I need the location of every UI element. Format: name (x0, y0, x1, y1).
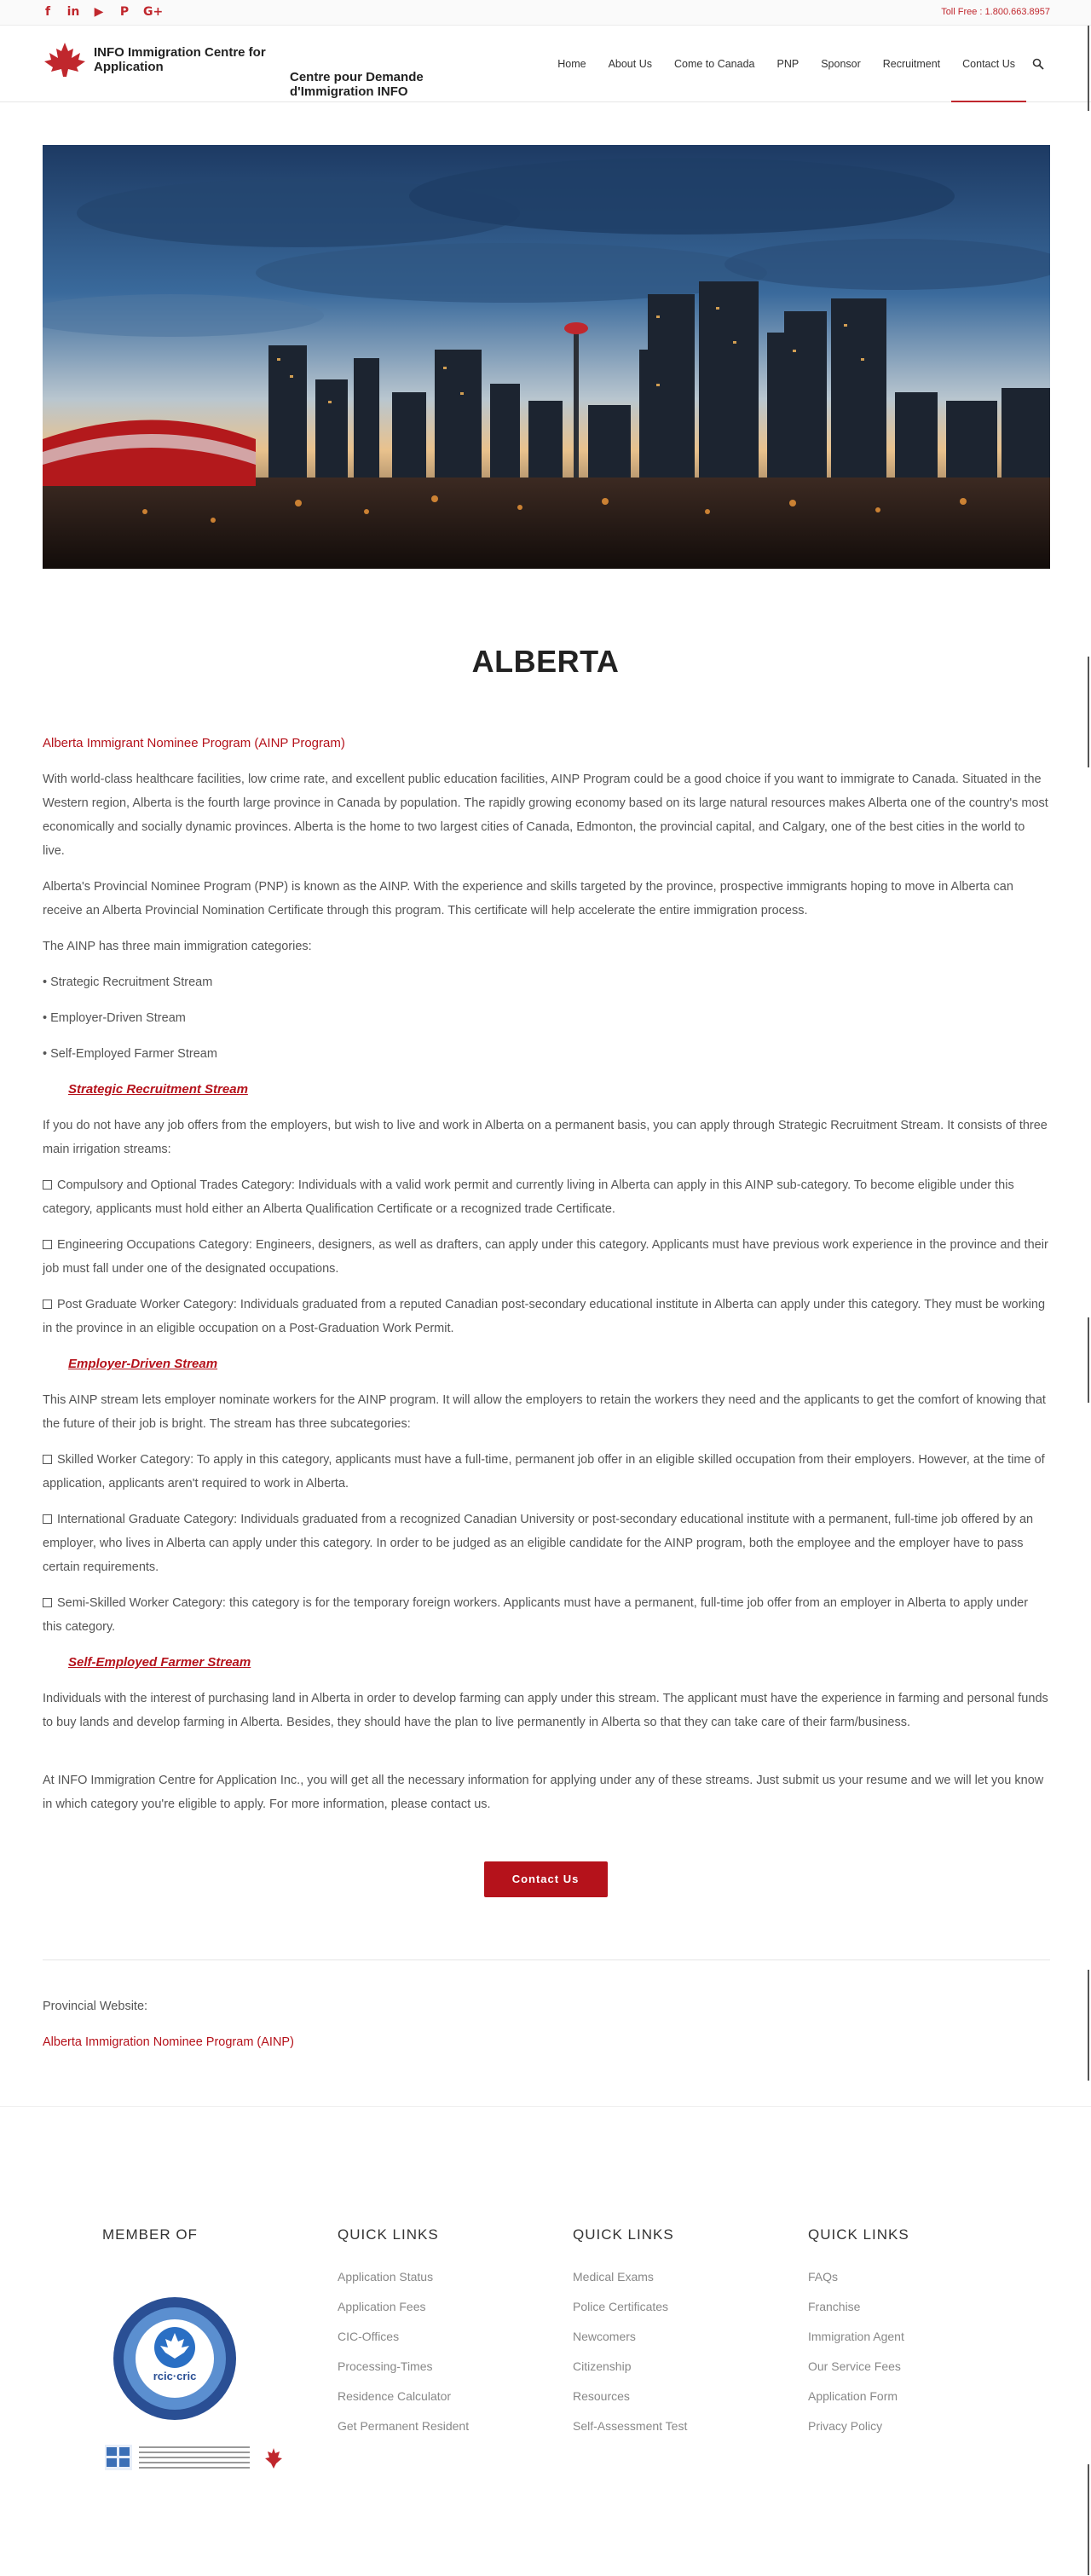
list-item: Post Graduate Worker Category: Individuals graduated from a reputed Canadian post-secondary educational institute in Alberta can apply under this category. They must be working in the province in an eligible occupation on a Post-Graduation Work Permit. (43, 1298, 1046, 1335)
employer-stream-intro: This AINP stream lets employer nominate workers for the AINP program. It will allow the employers to retain the workers they need and the applicants to get the comfort of knowing that the future of their job is bright. The stream has three subcategories: (43, 1393, 1046, 1431)
checkbox-glyph (43, 1180, 52, 1190)
farmer-stream-heading: Self-Employed Farmer Stream (68, 1655, 251, 1670)
nav-home[interactable]: Home (557, 58, 586, 70)
maple-leaf-icon (43, 41, 87, 78)
page-title: ALBERTA (471, 644, 620, 679)
footer-link[interactable]: Privacy Policy (808, 2419, 883, 2433)
site-logo[interactable] (43, 41, 281, 78)
footer-link[interactable]: Residence Calculator (338, 2389, 452, 2403)
nav-pnp[interactable]: PNP (776, 58, 799, 70)
footer-link[interactable]: Our Service Fees (808, 2359, 901, 2373)
footer-member-column (102, 2226, 315, 2262)
footer-link[interactable]: Immigration Agent (808, 2330, 904, 2343)
bullet-item: • Strategic Recruitment Stream (43, 975, 213, 989)
employer-stream-heading: Employer-Driven Stream (68, 1357, 218, 1371)
footer-link[interactable]: Police Certificates (573, 2300, 669, 2313)
youtube-icon[interactable]: ▶ (94, 5, 104, 19)
divider (43, 1959, 1050, 1960)
main-nav (546, 26, 1050, 102)
search-icon[interactable] (1026, 26, 1050, 102)
site-footer (0, 2106, 1091, 2576)
facebook-icon[interactable]: f (44, 5, 51, 19)
nav-come-to-canada[interactable]: Come to Canada (673, 58, 755, 70)
footer-link[interactable]: FAQs (808, 2270, 839, 2284)
categories-intro: The AINP has three main immigration categories: (43, 940, 312, 953)
list-item: Semi-Skilled Worker Category: this category is for the temporary foreign workers. Applicants must have a permanent, full-time job offer from an employer in Alberta to apply under this category. (43, 1596, 1029, 1634)
footer-links-column-2 (573, 2226, 786, 2441)
checkbox-glyph (43, 1300, 52, 1309)
main-content (43, 732, 1050, 1828)
badge-text: rcic·cric (153, 2370, 197, 2382)
nav-sponsor[interactable]: Sponsor (821, 58, 861, 70)
list-item: Compulsory and Optional Trades Category: Individuals with a valid work permit and currently living in Alberta can apply in this AINP sub-category. To become eligible under this category, applicants must hold either an Alberta Qualification Certificate or a recognized trade Certificate. (43, 1178, 1014, 1216)
list-item: Engineering Occupations Category: Engineers, designers, as well as drafters, can apply under this category. Applicants must have previous work experience in the province and their job must fall under one of the designated occupations. (43, 1238, 1048, 1276)
footer-column-title: QUICK LINKS (808, 2226, 909, 2243)
checkbox-glyph (43, 1240, 52, 1249)
pnp-paragraph: Alberta's Provincial Nominee Program (PNP) is known as the AINP. With the experience and skills targeted by the province, prospective immigrants hoping to move in Alberta can receive an Alberta Provincial Nomination Certificate through this program. This certificate will help accelerate the entire immigration process. (43, 880, 1013, 918)
footer-link[interactable]: CIC-Offices (338, 2330, 400, 2343)
hero-skyline-image (43, 145, 1050, 569)
program-title: Alberta Immigrant Nominee Program (AINP Program) (43, 736, 345, 750)
nav-recruitment[interactable]: Recruitment (882, 58, 941, 70)
strategic-stream-heading: Strategic Recruitment Stream (68, 1082, 248, 1097)
footer-link[interactable]: Application Fees (338, 2300, 426, 2313)
contact-button-wrap (0, 1861, 1091, 1897)
footer-link[interactable]: Processing-Times (338, 2359, 433, 2373)
footer-column-title: QUICK LINKS (338, 2226, 439, 2243)
closing-paragraph: At INFO Immigration Centre for Application Inc., you will get all the necessary information for applying under any of these streams. Just submit us your resume and we will let you know in which category you're eligible to apply. For more information, please contact us. (43, 1774, 1044, 1811)
footer-column-title: QUICK LINKS (573, 2226, 674, 2243)
footer-link[interactable]: Application Form (808, 2389, 898, 2403)
footer-link[interactable]: Resources (573, 2389, 630, 2403)
page-scrollbar[interactable] (1079, 0, 1091, 2576)
toll-free-number[interactable]: Toll Free : 1.800.663.8957 (941, 7, 1050, 17)
footer-link[interactable]: Self-Assessment Test (573, 2419, 688, 2433)
capic-logo (105, 2440, 288, 2474)
footer-link[interactable]: Medical Exams (573, 2270, 654, 2284)
logo-text-en: INFO Immigration Centre for Application (94, 45, 266, 74)
nav-contact-us[interactable]: Contact Us (951, 26, 1026, 102)
footer-link[interactable]: Franchise (808, 2300, 861, 2313)
provincial-website-label: Provincial Website: (43, 2000, 148, 2013)
pinterest-icon[interactable]: P (119, 5, 130, 19)
rcic-badge-logo[interactable] (111, 2295, 239, 2423)
site-header (0, 26, 1091, 102)
footer-links-column-1 (338, 2226, 551, 2441)
footer-link[interactable]: Newcomers (573, 2330, 636, 2343)
google-plus-icon[interactable]: G+ (143, 5, 164, 19)
linkedin-icon[interactable]: in (66, 5, 80, 19)
footer-link[interactable]: Citizenship (573, 2359, 632, 2373)
footer-member-title: MEMBER OF (102, 2226, 198, 2243)
logo-text-fr: Centre pour Demande d'Immigration INFO (290, 70, 424, 99)
checkbox-glyph (43, 1598, 52, 1607)
checkbox-glyph (43, 1514, 52, 1524)
list-item: International Graduate Category: Individuals graduated from a recognized Canadian University or post-secondary educational institute with a permanent, full-time job offered by an employer, who lives in Alberta can apply under this category. In order to be judged as an eligible candidate for the AINP program, both the employee and the employer have to pass certain requirements. (43, 1513, 1034, 1574)
list-item: Skilled Worker Category: To apply in this category, applicants must have a full-time, permanent job offer in an eligible skilled occupation from their employers. However, at the time of application, applicants aren't required to work in Alberta. (43, 1453, 1045, 1491)
provincial-website-link[interactable]: Alberta Immigration Nominee Program (AINP) (43, 2035, 294, 2049)
footer-link[interactable]: Get Permanent Resident (338, 2419, 470, 2433)
nav-about-us[interactable]: About Us (608, 58, 652, 70)
checkbox-glyph (43, 1455, 52, 1464)
footer-link[interactable]: Application Status (338, 2270, 434, 2284)
social-links (41, 4, 164, 20)
strategic-stream-intro: If you do not have any job offers from the employers, but wish to live and work in Alberta on a permanent basis, you can apply through Strategic Recruitment Stream. It consists of three main irrigation streams: (43, 1119, 1048, 1156)
bullet-item: • Self-Employed Farmer Stream (43, 1047, 217, 1061)
farmer-stream-text: Individuals with the interest of purchasing land in Alberta in order to develop farming can apply under this stream. The applicant must have the experience in farming and personal funds to buy lands and develop farming in Alberta. Besides, they should have the plan to live permanently in Alberta so that they can take care of their farm/business. (43, 1692, 1048, 1729)
top-bar (0, 0, 1091, 26)
bullet-item: • Employer-Driven Stream (43, 1011, 186, 1025)
intro-paragraph: With world-class healthcare facilities, low crime rate, and excellent public education facilities, AINP Program could be a good choice if you want to immigrate to Canada. Situated in the Western region, Alberta is the fourth large province in Canada by population. The rapidly growing economy based on its large natural resources makes Alberta one of the country's most economically and socially dynamic provinces. Alberta is the home to two largest cities of Canada, Edmonton, the provincial capital, and Calgary, one of the best cities in the world to live. (43, 773, 1048, 858)
footer-links-column-3 (808, 2226, 1021, 2441)
contact-us-button[interactable]: Contact Us (484, 1861, 608, 1897)
